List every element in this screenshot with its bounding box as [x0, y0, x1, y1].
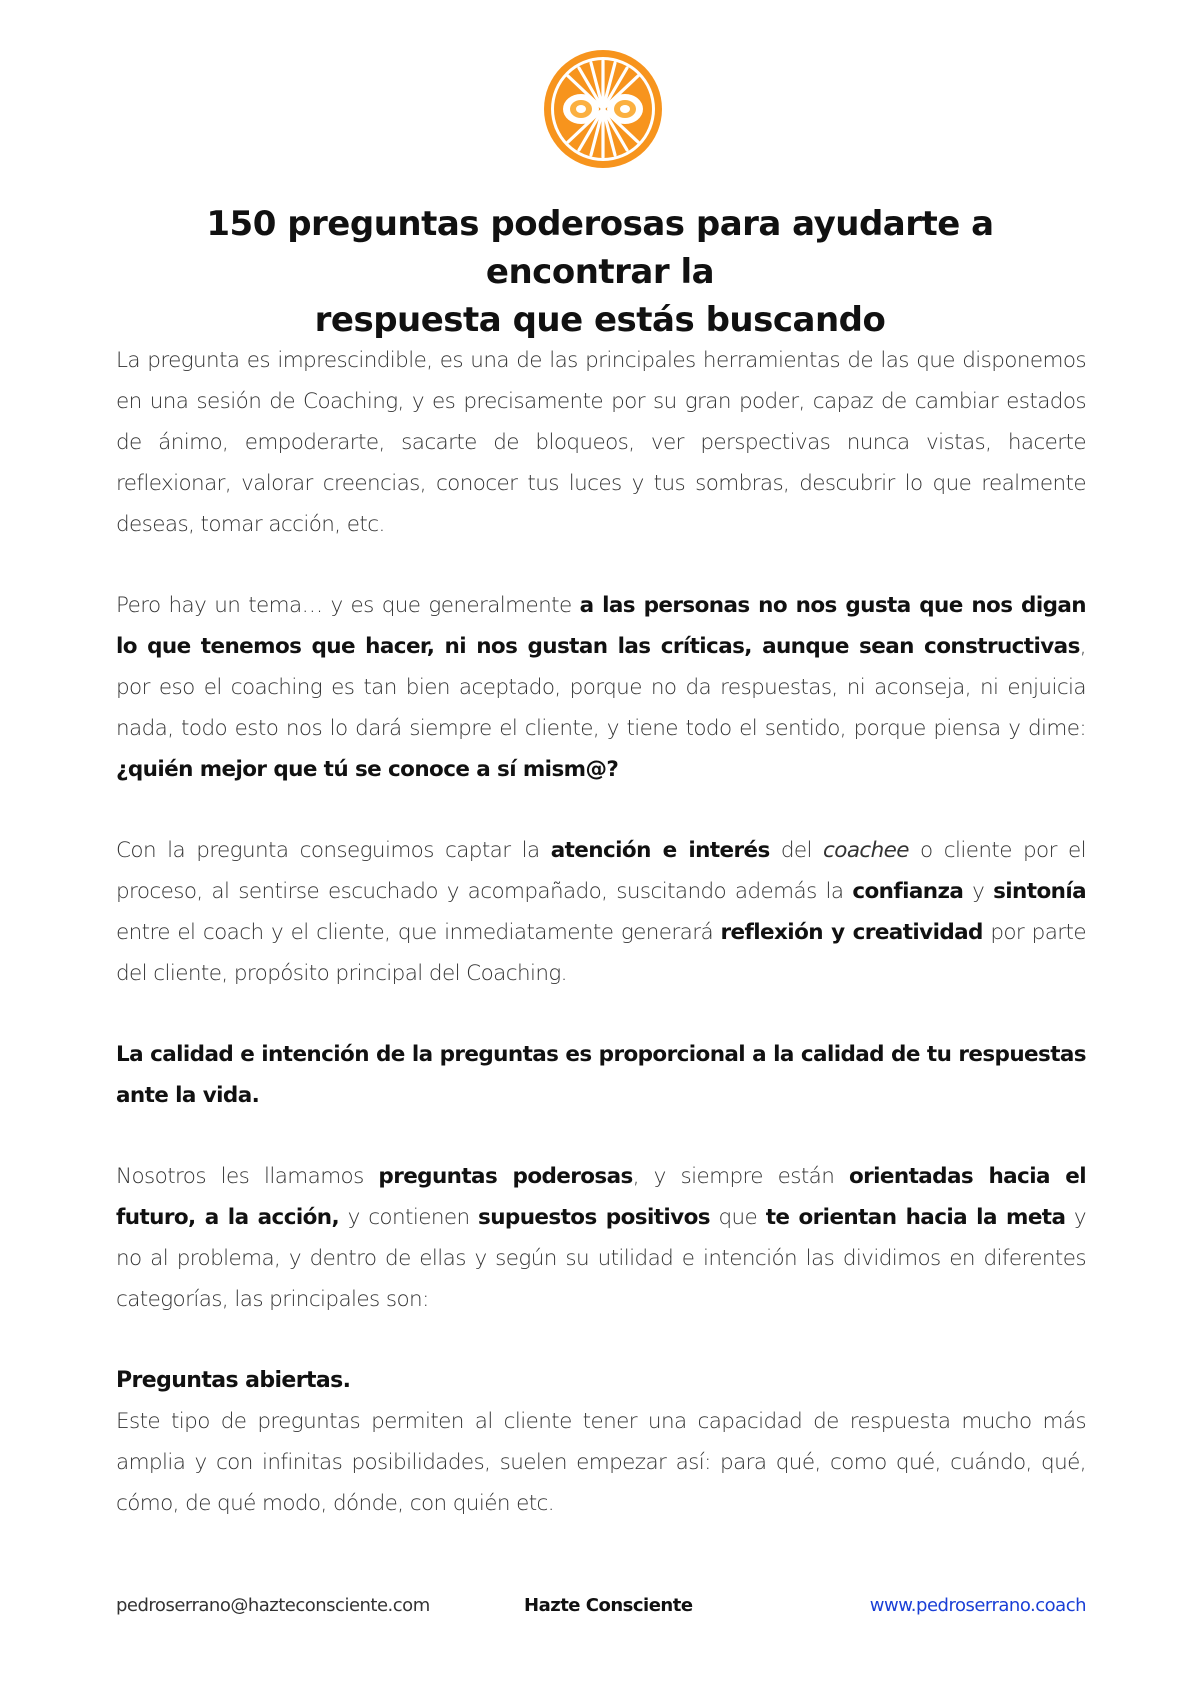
- paragraph-tema: [116, 585, 1086, 790]
- page-title: [120, 200, 1080, 344]
- paragraph-poderosas-text-i: y no al problema, y dentro de ellas y según su utilidad e intención las dividimos en diferentes categorías, las principales son:: [116, 1205, 1087, 1312]
- title-line-1: 150 preguntas poderosas para ayudarte a encontrar la: [206, 204, 994, 292]
- paragraph-intro: La pregunta es imprescindible, es una de las principales herramientas de las que disponemos en una sesión de Coaching, y es precisamente por su gran poder, capaz de cambiar estados de ánimo, empoderarte, sacarte de bloqueos, ver perspectivas nunca vistas, hacerte reflexionar, valorar creencias, conocer tus luces y tus sombras, descubrir lo que realmente deseas, tomar acción, etc.: [116, 348, 1086, 537]
- orange-mandala-logo-icon: [541, 47, 665, 171]
- paragraph-atencion-text-a: Con la pregunta conseguimos captar la: [116, 838, 551, 863]
- paragraph-atencion-italic-d: coachee: [823, 838, 909, 863]
- paragraph-atencion-text-c: del: [769, 838, 824, 863]
- footer-email-link[interactable]: pedroserrano@hazteconsciente.com: [116, 1595, 430, 1616]
- paragraph-poderosas-bold-b: preguntas poderosas: [378, 1164, 633, 1189]
- paragraph-poderosas-text-c: , y siempre están: [632, 1164, 849, 1189]
- paragraph-tema-bold-a: a las personas no nos gusta que nos digan lo que tenemos que hacer, ni nos gustan las críticas, aunque sean constructivas: [116, 593, 1086, 659]
- paragraph-atencion-text-g: y: [963, 879, 994, 904]
- paragraph-abiertas: Este tipo de preguntas permiten al cliente tener una capacidad de respuesta mucho más amplia y con infinitas posibilidades, suelen empezar así: para qué, como qué, cuándo, qué, cómo, de qué modo, dónde, con quién etc.: [116, 1409, 1086, 1516]
- paragraph-atencion-text-k: por parte del cliente, propósito principal del Coaching.: [116, 920, 1086, 986]
- paragraph-tema-bold-d: ¿quién mejor que tú se conoce a sí mism@?: [116, 757, 619, 782]
- paragraph-atencion: [116, 830, 1086, 994]
- paragraph-atencion-bold-j: reflexión y creatividad: [720, 920, 983, 945]
- paragraph-calidad: La calidad e intención de la preguntas es proporcional a la calidad de tu respuestas ante la vida.: [116, 1042, 1086, 1108]
- paragraph-poderosas-bold-f: supuestos positivos: [478, 1205, 710, 1230]
- paragraph-atencion-bold-f: confianza: [852, 879, 964, 904]
- paragraph-atencion-bold-b: atención e interés: [550, 838, 770, 863]
- footer-website-link[interactable]: www.pedroserrano.coach: [869, 1595, 1086, 1616]
- title-line-2: respuesta que estás buscando: [314, 300, 886, 340]
- paragraph-tema-text-c: , por eso el coaching es tan bien aceptado, porque no da respuestas, ni aconseja, ni enjuicia nada, todo esto nos lo dará siempre el cliente, y tiene todo el sentido, porque piensa y dime:: [116, 634, 1086, 741]
- paragraph-poderosas-bold-h: te orientan hacia la meta: [765, 1205, 1066, 1230]
- paragraph-tema-text-a: Pero hay un tema… y es que generalmente: [116, 593, 580, 618]
- paragraph-atencion-text-e: o cliente por el proceso, al sentirse escuchado y acompañado, suscitando además la: [116, 838, 1086, 904]
- document-body: [116, 340, 1086, 1564]
- footer-brand: Hazte Consciente: [524, 1595, 693, 1616]
- paragraph-atencion-text-i: entre el coach y el cliente, que inmediatamente generará: [116, 920, 721, 945]
- page-footer: [116, 1595, 1086, 1625]
- section-heading-preguntas-abiertas: Preguntas abiertas.: [116, 1368, 351, 1393]
- paragraph-poderosas-bold-d: orientadas hacia el futuro, a la acción,: [116, 1164, 1086, 1230]
- paragraph-atencion-bold-h: sintonía: [993, 879, 1086, 904]
- paragraph-poderosas-text-g: que: [709, 1205, 766, 1230]
- paragraph-poderosas-text-e: y contienen: [339, 1205, 479, 1230]
- paragraph-poderosas-text-a: Nosotros les llamamos: [116, 1164, 379, 1189]
- paragraph-poderosas: [116, 1156, 1086, 1320]
